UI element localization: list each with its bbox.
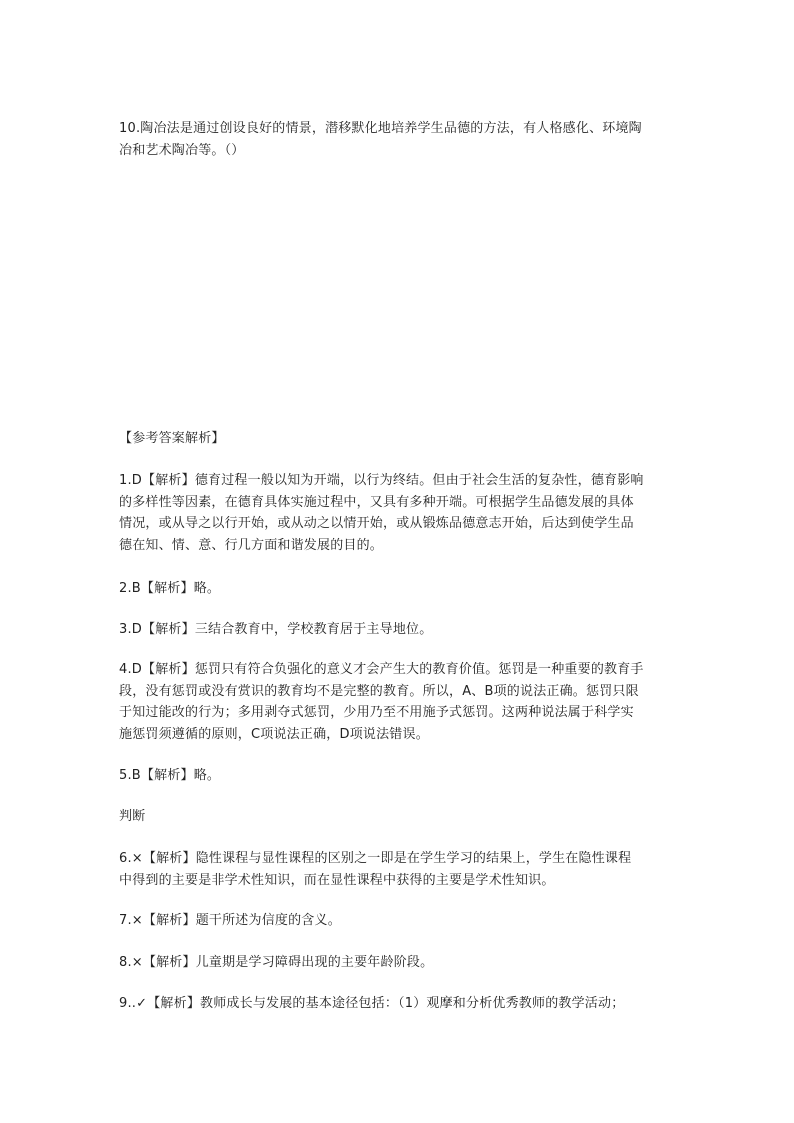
answer-line: 德在知、情、意、行几方面和谐发展的目的。	[119, 537, 384, 553]
answer-7	[119, 910, 679, 932]
answer-2	[119, 578, 679, 600]
question-10-line: 10.陶冶法是通过创设良好的情景，潜移默化地培养学生品德的方法，有人格感化、环境陶	[119, 121, 642, 136]
answer-line: 7.×【解析】题干所述为信度的含义。	[119, 913, 341, 928]
answer-line: 施惩罚须遵循的原则，C项说法正确，D项说法错误。	[119, 726, 429, 742]
answer-line: 1.D【解析】德育过程一般以知为开端，以行为终结。但由于社会生活的复杂性，德育影响	[119, 473, 644, 488]
answer-line: 9..✓【解析】教师成长与发展的基本途径包括：（1）观摩和分析优秀教师的教学活动；	[119, 996, 625, 1011]
answer-4	[119, 659, 679, 745]
answer-line: 5.B【解析】略。	[119, 768, 221, 783]
answer-line: 于知过能改的行为；多用剥夺式惩罚，少用乃至不用施予式惩罚。这两种说法属于科学实	[119, 705, 634, 720]
answer-line: 段，没有惩罚或没有赏识的教育均不是完整的教育。所以，A、B项的说法正确。惩罚只限	[119, 683, 639, 699]
section-judge-heading: 判断	[119, 809, 146, 824]
question-10	[119, 118, 679, 161]
answer-5	[119, 765, 679, 787]
answer-line: 中得到的主要是非学术性知识，而在显性课程中获得的主要是学术性知识。	[119, 872, 555, 888]
answer-line: 8.×【解析】儿童期是学习障碍出现的主要年龄阶段。	[119, 955, 434, 970]
answer-6	[119, 848, 679, 891]
answer-line: 3.D【解析】三结合教育中，学校教育居于主导地位。	[119, 622, 433, 637]
answer-3	[119, 619, 679, 641]
answer-line: 4.D【解析】惩罚只有符合负强化的意义才会产生大的教育价值。惩罚是一种重要的教育手	[119, 662, 644, 677]
answer-line: 2.B【解析】略。	[119, 581, 221, 596]
answer-9	[119, 993, 679, 1015]
answer-line: 情况，或从导之以行开始，或从动之以情开始，或从锻炼品德意志开始，后达到使学生品	[119, 516, 634, 531]
answers-heading: 【参考答案解析】	[119, 431, 225, 446]
answer-8	[119, 952, 679, 974]
answer-line: 6.×【解析】隐性课程与显性课程的区别之一即是在学生学习的结果上，学生在隐性课程	[119, 851, 632, 866]
answer-1	[119, 470, 679, 556]
answer-line: 的多样性等因素，在德育具体实施过程中，又具有多种开端。可根据学生品德发展的具体	[119, 494, 634, 510]
question-10-line: 冶和艺术陶冶等。（）	[119, 142, 245, 158]
